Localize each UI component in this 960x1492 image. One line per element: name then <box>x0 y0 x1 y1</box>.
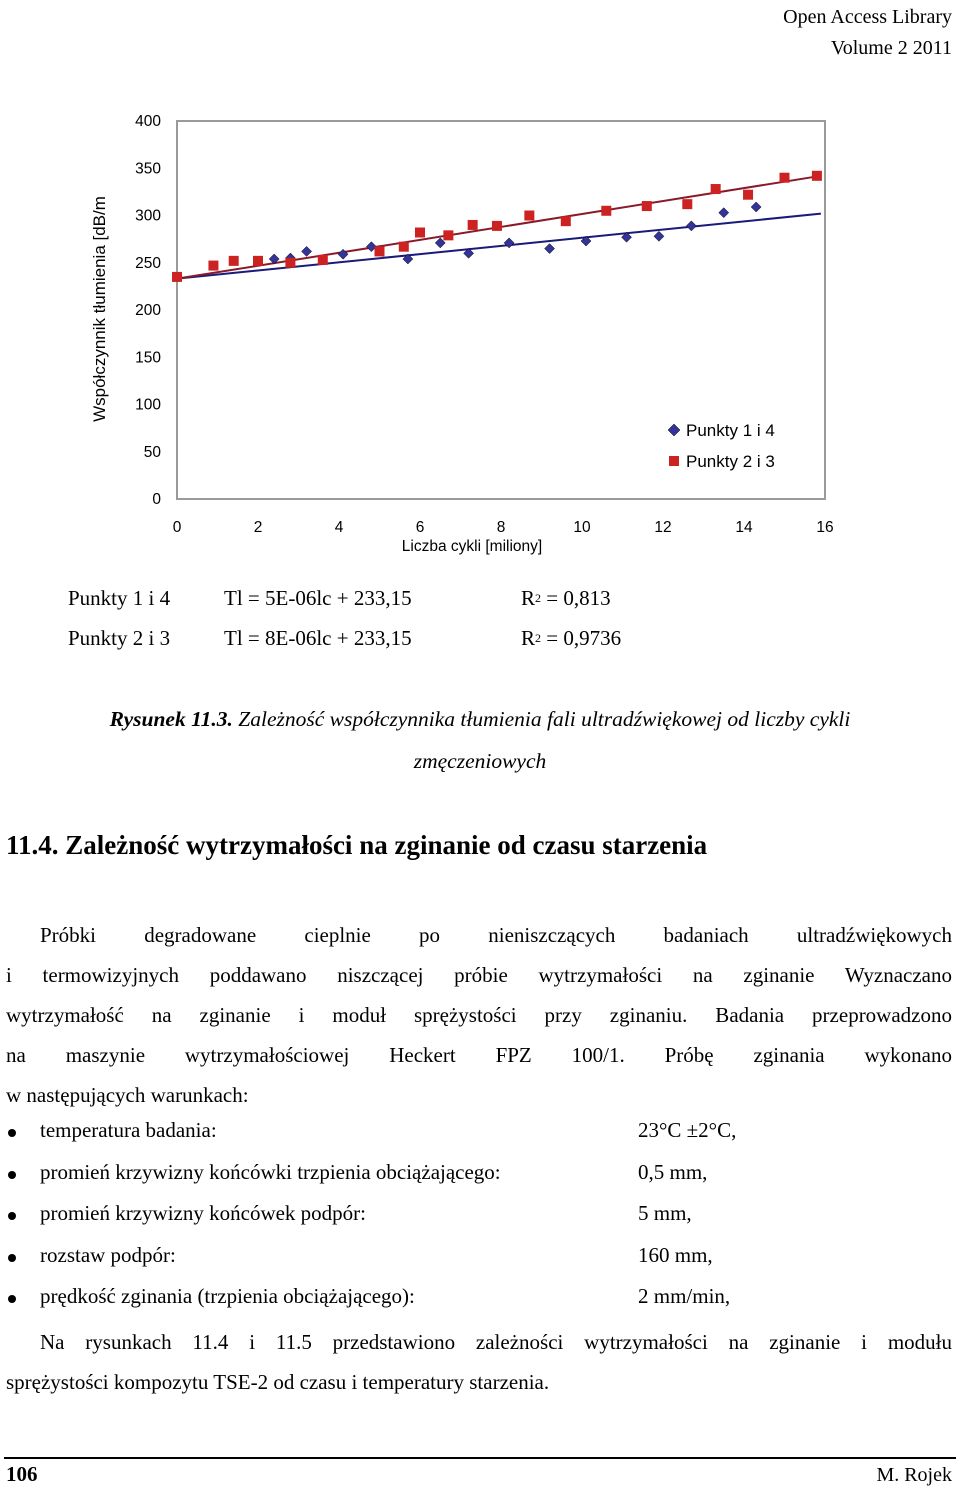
section-title: 11.4. Zależność wytrzymałości na zginanie od czasu starzenia <box>6 830 708 860</box>
data-point-series-2 <box>253 256 263 266</box>
list-item-value: 23°C ±2°C, <box>638 1118 737 1142</box>
data-points <box>172 171 822 282</box>
paragraph-line: Próbki degradowane cieplnie po nieniszczących badaniach ultradźwiękowych <box>40 923 952 947</box>
paragraph-line: w następujących warunkach: <box>6 1083 249 1107</box>
list-item-value: 0,5 mm, <box>638 1159 708 1184</box>
data-point-series-2 <box>375 246 385 256</box>
running-header <box>783 2 952 64</box>
scatter-chart <box>0 85 960 560</box>
y-tick-label: 350 <box>135 160 161 178</box>
equation-row-2 <box>68 626 170 651</box>
paragraph-1 <box>6 915 952 1115</box>
list-item-label: promień krzywizny końcówki trzpienia obciążającego: <box>40 1159 501 1184</box>
legend-label-punkty-2-i-3: Punkty 2 i 3 <box>686 452 775 471</box>
bullet-icon <box>8 1129 16 1137</box>
paragraph-line: na maszynie wytrzymałościowej Heckert FPZ 100/1. Próbę zginania wykonano <box>6 1043 952 1067</box>
equation-row-1 <box>68 586 170 611</box>
conditions-list <box>6 1114 952 1322</box>
x-tick-label: 12 <box>654 519 672 536</box>
r2-symbol: R <box>521 626 536 650</box>
caption-lead: Rysunek 11.3. <box>109 707 233 731</box>
data-point-series-2 <box>208 261 218 271</box>
x-tick-label: 0 <box>172 519 182 536</box>
y-tick-label: 150 <box>135 349 161 367</box>
data-point-series-2 <box>229 256 239 266</box>
equation-r2-2 <box>521 626 621 651</box>
x-tick-label: 16 <box>816 519 834 536</box>
bullet-icon <box>8 1212 16 1220</box>
y-tick-label: 100 <box>135 396 161 414</box>
data-point-series-2 <box>172 272 182 282</box>
x-axis-ticks <box>173 519 834 536</box>
list-item-label: prędkość zginania (trzpienia obciążającego): <box>40 1284 415 1308</box>
author-name: M. Rojek <box>876 1464 952 1486</box>
data-point-series-2 <box>561 216 571 226</box>
equation-formula: Tl = 8E-06lc + 233,15 <box>224 626 412 650</box>
list-item-value: 2 mm/min, <box>638 1284 731 1308</box>
x-tick-label: 2 <box>253 519 263 536</box>
footer-divider <box>4 1457 956 1459</box>
data-point-series-2 <box>780 173 790 183</box>
equation-r2-1 <box>521 586 611 611</box>
y-tick-label: 0 <box>152 491 161 508</box>
legend-marker-punkty-2-i-3 <box>669 456 679 466</box>
legend-marker-punkty-1-i-4 <box>668 424 680 436</box>
y-tick-label: 250 <box>135 254 161 272</box>
paragraph-line: Na rysunkach 11.4 i 11.5 przedstawiono zależności wytrzymałości na zginanie i modułu <box>40 1330 952 1354</box>
bullet-icon <box>8 1295 16 1303</box>
x-tick-label: 14 <box>735 519 753 536</box>
x-tick-label: 6 <box>415 519 425 536</box>
y-tick-label: 200 <box>135 302 161 319</box>
list-item-label: rozstaw podpór: <box>40 1242 176 1267</box>
data-point-series-2 <box>711 184 721 194</box>
equation-formula-1 <box>224 586 412 611</box>
data-point-series-2 <box>415 228 425 238</box>
list-item <box>6 1280 952 1322</box>
data-point-series-2 <box>318 255 328 265</box>
y-tick-label: 400 <box>135 113 161 130</box>
data-point-series-2 <box>468 220 478 230</box>
y-tick-label: 300 <box>135 207 161 225</box>
data-point-series-1 <box>686 221 696 231</box>
list-item-value: 5 mm, <box>638 1201 692 1225</box>
paragraph-line: i termowizyjnych poddawano niszczącej próbie wytrzymałości na zginanie Wyznaczano <box>6 963 952 987</box>
data-point-series-1 <box>545 244 555 254</box>
journal-name: Open Access Library <box>783 6 952 28</box>
list-item-label: temperatura badania: <box>40 1118 217 1142</box>
data-point-series-1 <box>719 208 729 218</box>
data-point-series-2 <box>285 258 295 268</box>
r2-exponent: 2 <box>535 631 542 645</box>
x-axis-label: Liczba cykli [miliony] <box>401 538 543 555</box>
list-item-label: promień krzywizny końcówek podpór: <box>40 1201 367 1225</box>
paragraph-2 <box>6 1322 952 1402</box>
bullet-icon <box>8 1171 16 1179</box>
data-point-series-2 <box>812 171 822 181</box>
data-point-series-2 <box>524 211 534 221</box>
x-tick-label: 8 <box>496 519 506 536</box>
r2-symbol: R <box>521 586 536 610</box>
data-point-series-2 <box>492 221 502 231</box>
r2-value: = 0,9736 <box>546 626 622 650</box>
equation-formula: Tl = 5E-06lc + 233,15 <box>224 586 412 610</box>
legend <box>668 421 775 471</box>
list-item <box>6 1114 952 1156</box>
equation-series-label: Punkty 2 i 3 <box>68 626 171 650</box>
list-item <box>6 1239 952 1281</box>
r2-value: = 0,813 <box>546 586 611 610</box>
caption-text: Zależność współczynnika tłumienia fali ultradźwiękowej od liczby cykli <box>238 707 851 731</box>
y-axis-label: Współczynnik tłumienia [dB/m <box>90 196 109 422</box>
plot-area-frame <box>177 121 825 499</box>
paragraph-line: wytrzymałość na zginanie i moduł sprężystości przy zginaniu. Badania przeprowadzono <box>6 1003 952 1027</box>
equation-formula-2 <box>224 626 412 651</box>
figure-caption <box>0 698 960 782</box>
equation-series-label: Punkty 1 i 4 <box>68 586 171 610</box>
bullet-icon <box>8 1254 16 1262</box>
list-item-value: 160 mm, <box>638 1242 713 1267</box>
data-point-series-1 <box>751 202 761 212</box>
paragraph-line: sprężystości kompozytu TSE-2 od czasu i temperatury starzenia. <box>6 1370 550 1394</box>
data-point-series-2 <box>743 190 753 200</box>
x-tick-label: 4 <box>334 519 344 536</box>
y-tick-label: 50 <box>143 443 161 461</box>
data-point-series-2 <box>642 201 652 211</box>
y-axis-ticks <box>135 113 161 508</box>
data-point-series-2 <box>601 206 611 216</box>
r2-exponent: 2 <box>535 591 542 605</box>
list-item <box>6 1197 952 1239</box>
data-point-series-2 <box>443 230 453 240</box>
data-point-series-1 <box>302 246 312 256</box>
x-tick-label: 10 <box>573 519 591 536</box>
caption-line-2: zmęczeniowych <box>413 749 547 773</box>
list-item <box>6 1156 952 1198</box>
legend-label-punkty-1-i-4: Punkty 1 i 4 <box>686 421 775 440</box>
data-point-series-1 <box>654 231 664 241</box>
data-point-series-2 <box>399 242 409 252</box>
journal-volume: Volume 2 2011 <box>830 37 952 59</box>
page-number: 106 <box>6 1462 38 1486</box>
data-point-series-2 <box>682 199 692 209</box>
